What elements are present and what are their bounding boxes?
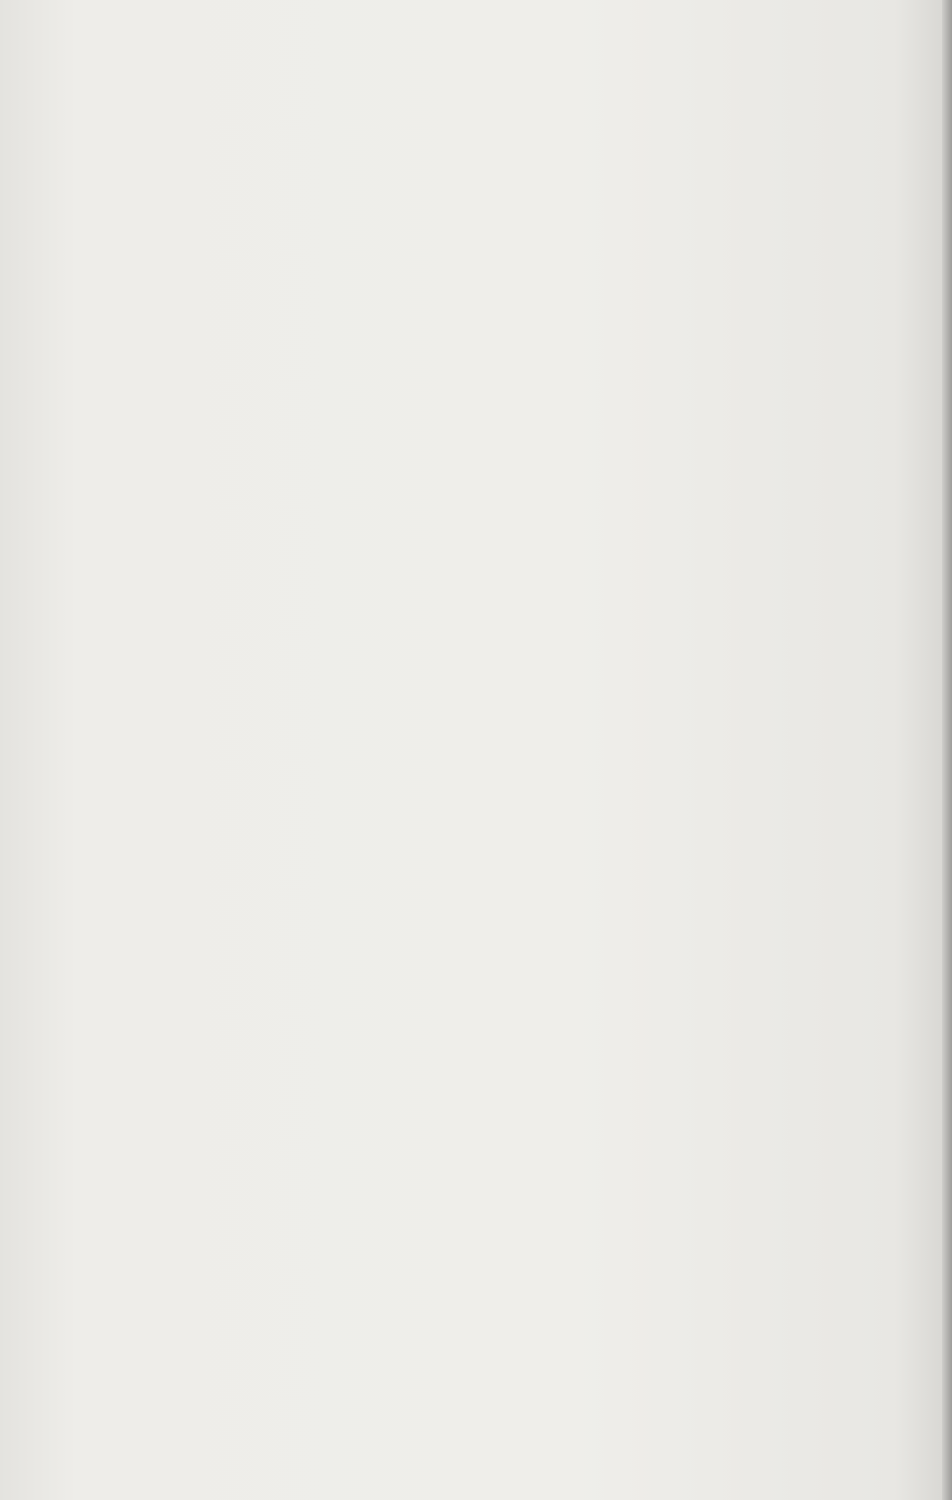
- section-heading: [118, 104, 923, 144]
- body-text: [118, 100, 923, 146]
- page-edge-shadow: [942, 0, 952, 1500]
